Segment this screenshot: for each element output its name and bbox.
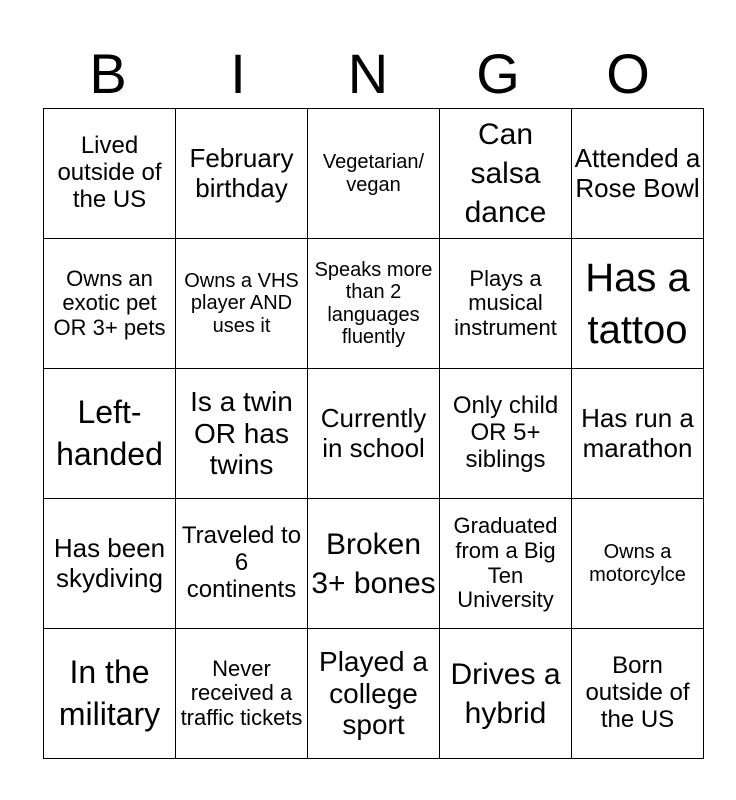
- bingo-cell[interactable]: [176, 629, 308, 759]
- cell-text: Vegetarian/ vegan: [322, 151, 425, 196]
- bingo-cell[interactable]: [44, 499, 176, 629]
- bingo-cell[interactable]: [572, 499, 704, 629]
- cell-text: Speaks more than 2 languages fluently: [314, 258, 433, 348]
- bingo-cell[interactable]: [440, 239, 572, 369]
- bingo-cell[interactable]: [176, 109, 308, 239]
- bingo-header: [43, 40, 693, 108]
- cell-text: Is a twin OR has twins: [190, 386, 293, 481]
- cell-text: Owns a VHS player AND uses it: [184, 269, 299, 337]
- bingo-cell[interactable]: [440, 629, 572, 759]
- cell-text: Graduated from a Big Ten University: [453, 513, 558, 613]
- bingo-cell[interactable]: [176, 239, 308, 369]
- bingo-board: [43, 108, 704, 759]
- cell-text: Lived outside of the US: [57, 132, 162, 213]
- bingo-cell[interactable]: [572, 369, 704, 499]
- cell-text: Broken 3+ bones: [311, 527, 436, 600]
- cell-text: Currently in school: [320, 403, 427, 463]
- bingo-cell[interactable]: [44, 629, 176, 759]
- cell-text: Owns a motorcylce: [589, 541, 686, 586]
- bingo-cell[interactable]: [308, 239, 440, 369]
- cell-text: Never received a traffic tickets: [180, 655, 303, 730]
- header-letter-o: O: [606, 42, 650, 105]
- bingo-cell[interactable]: [308, 109, 440, 239]
- header-letter-b: B: [89, 42, 127, 105]
- header-letter-n: N: [347, 42, 389, 105]
- bingo-cell[interactable]: [44, 369, 176, 499]
- bingo-cell[interactable]: [440, 499, 572, 629]
- cell-text: Drives a hybrid: [450, 657, 561, 730]
- cell-text: Plays a musical instrument: [454, 265, 557, 340]
- bingo-cell[interactable]: [308, 629, 440, 759]
- cell-text: Traveled to 6 continents: [181, 522, 302, 603]
- board-row-4: [44, 499, 704, 629]
- cell-text: Has a tattoo: [585, 255, 690, 352]
- cell-text: February birthday: [189, 143, 294, 203]
- bingo-cell[interactable]: [44, 239, 176, 369]
- cell-text: Owns an exotic pet OR 3+ pets: [53, 265, 166, 340]
- bingo-cell[interactable]: [176, 499, 308, 629]
- bingo-cell[interactable]: [176, 369, 308, 499]
- bingo-cell[interactable]: [440, 109, 572, 239]
- cell-text: Has run a marathon: [581, 403, 694, 463]
- bingo-cell[interactable]: [440, 369, 572, 499]
- cell-text: Born outside of the US: [585, 652, 690, 733]
- cell-text: Attended a Rose Bowl: [574, 143, 701, 203]
- cell-text: Only child OR 5+ siblings: [452, 392, 559, 473]
- board-row-5: [44, 629, 704, 759]
- bingo-cell[interactable]: [44, 109, 176, 239]
- bingo-cell[interactable]: [572, 109, 704, 239]
- cell-text: In the military: [58, 653, 161, 732]
- board-row-1: [44, 109, 704, 239]
- cell-text: Played a college sport: [319, 646, 428, 741]
- bingo-cell[interactable]: [308, 499, 440, 629]
- board-row-3: [44, 369, 704, 499]
- cell-text: Has been skydiving: [53, 533, 166, 593]
- bingo-cell[interactable]: [308, 369, 440, 499]
- bingo-cell[interactable]: [572, 239, 704, 369]
- cell-text: Can salsa dance: [464, 118, 547, 229]
- board-row-2: [44, 239, 704, 369]
- cell-text: Left-handed: [56, 393, 163, 472]
- header-letter-i: I: [230, 42, 246, 105]
- header-letter-g: G: [476, 42, 520, 105]
- bingo-cell[interactable]: [572, 629, 704, 759]
